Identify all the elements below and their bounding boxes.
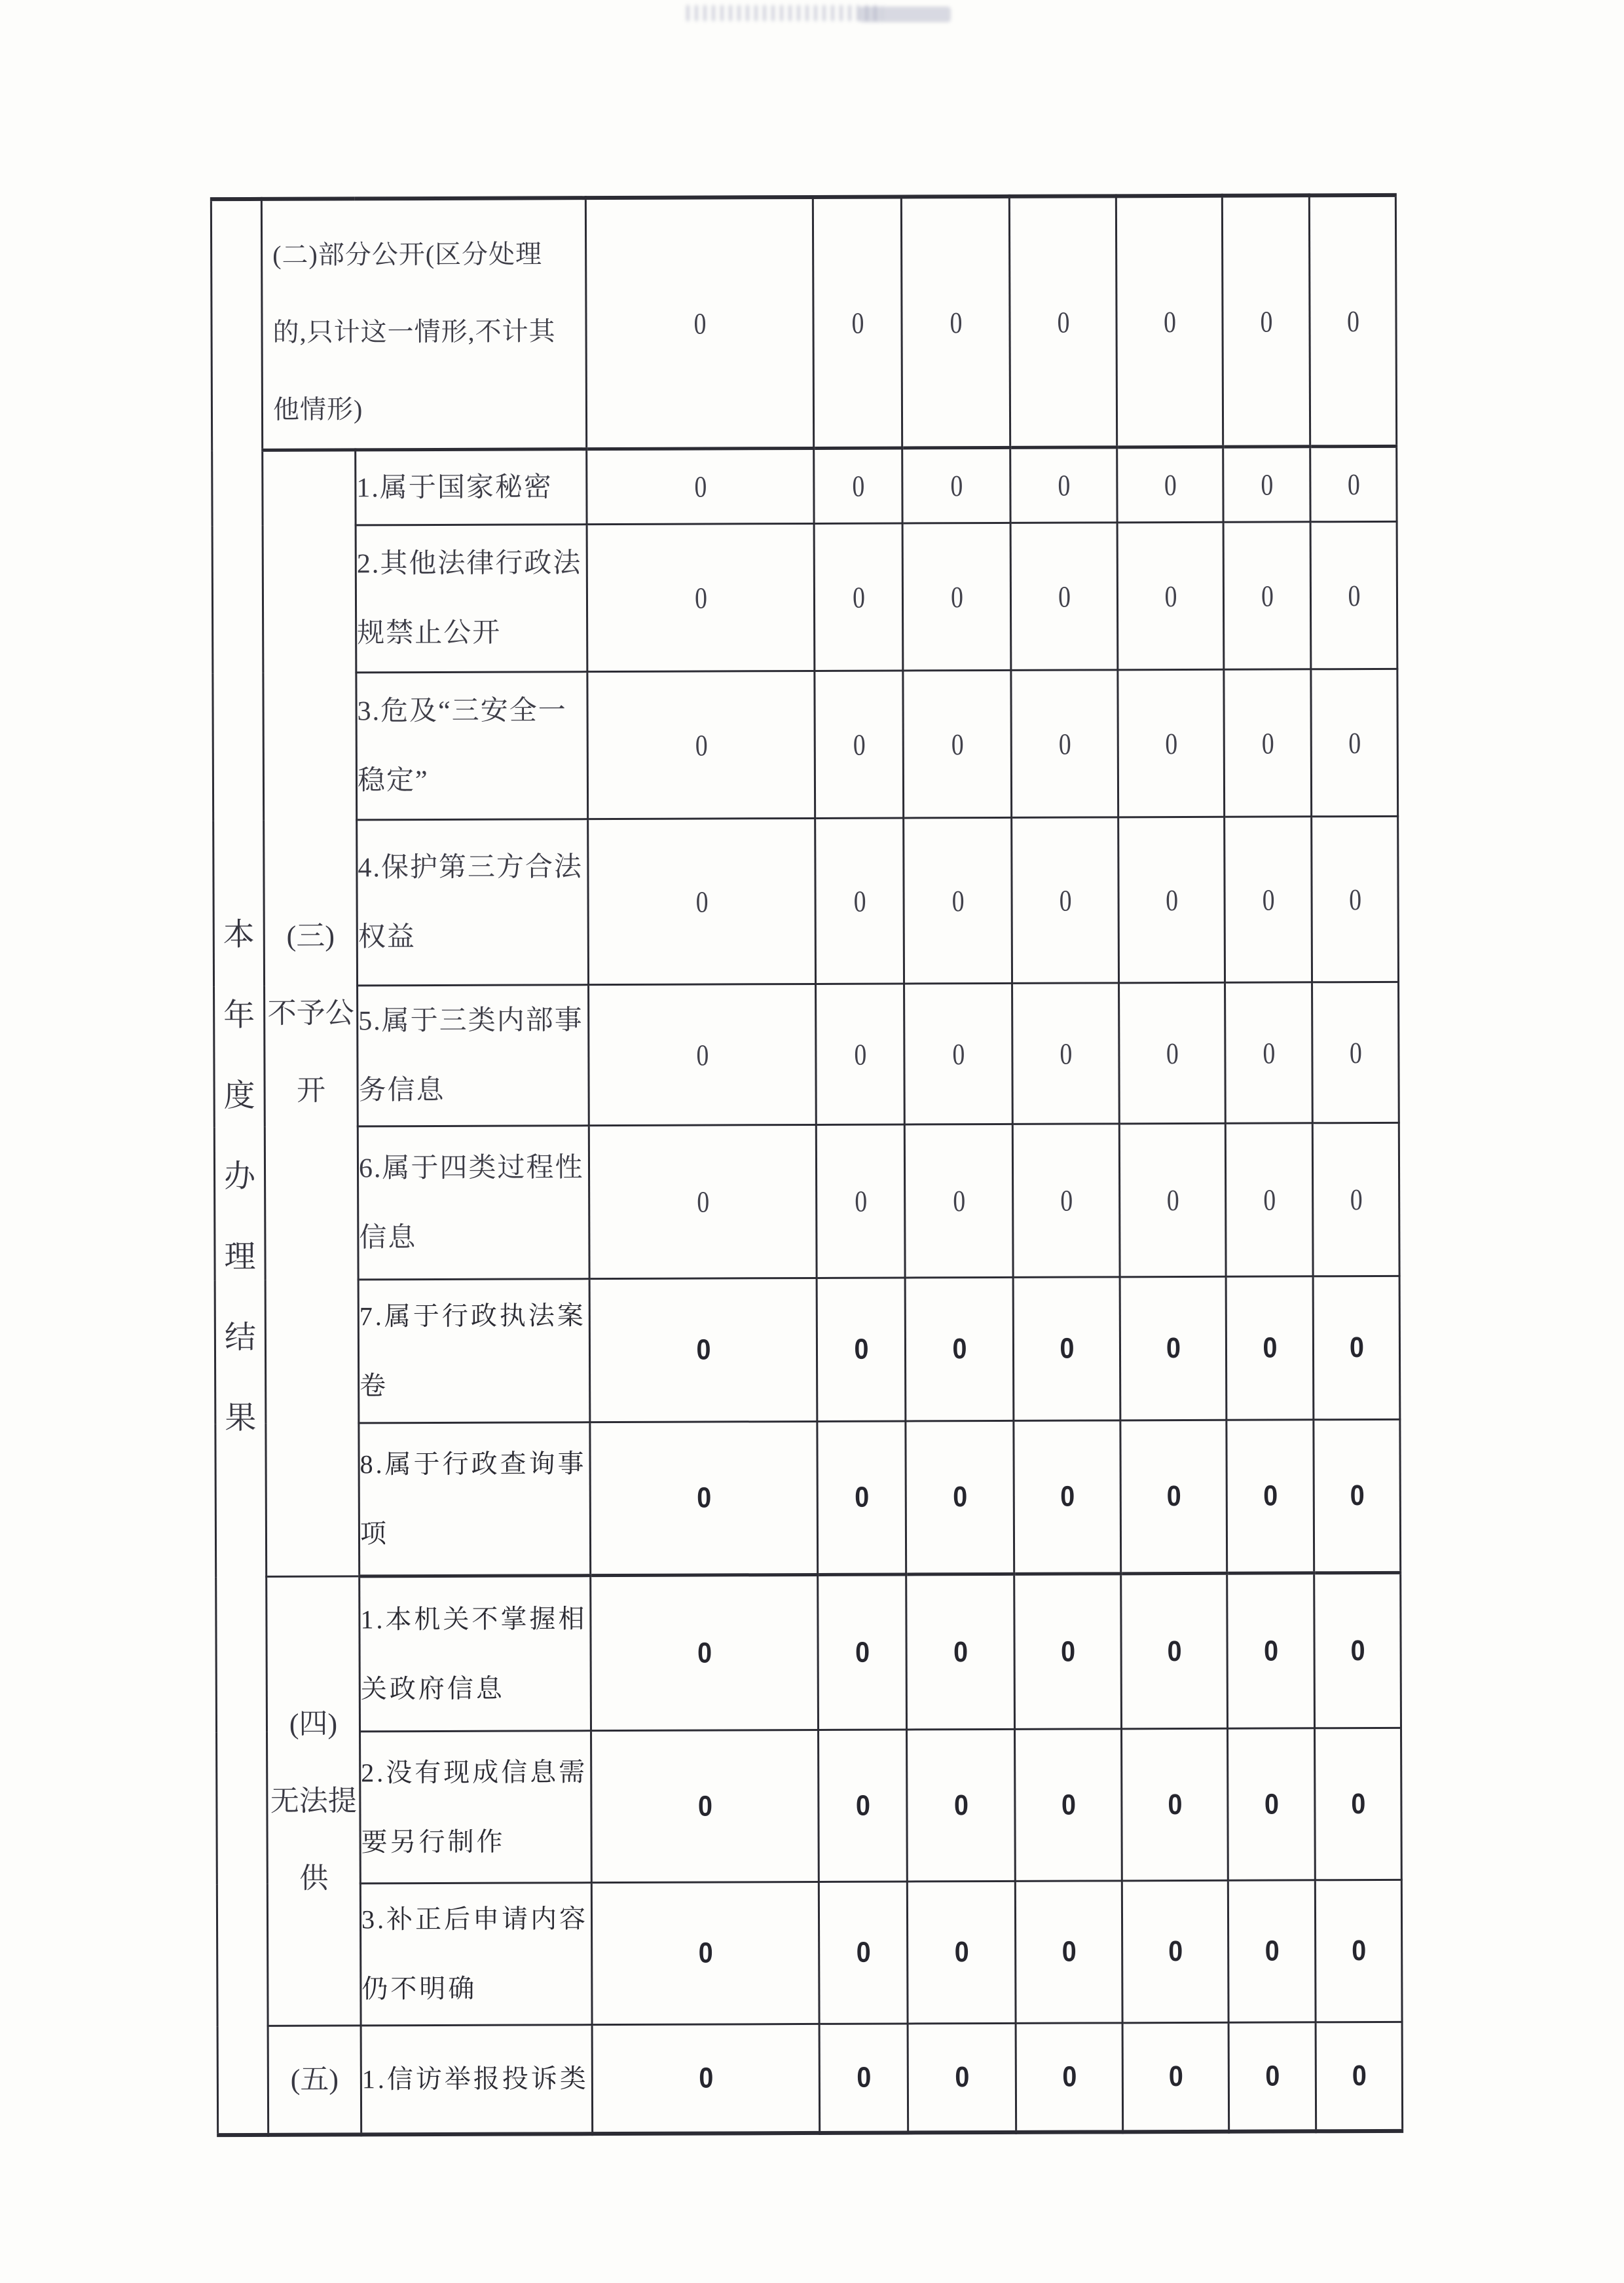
row-label-cell bbox=[361, 2025, 593, 2134]
value-cell: 0 bbox=[822, 1730, 902, 1882]
value-cell: 0 bbox=[1230, 195, 1302, 447]
label-line: 度 bbox=[223, 1079, 255, 1114]
value-cell: 0 bbox=[914, 1124, 1003, 1277]
value-cell: 0 bbox=[1319, 669, 1390, 816]
value-cell: 0 bbox=[1318, 521, 1390, 669]
value-cell: 0 bbox=[821, 1278, 901, 1421]
value-cell: 0 bbox=[1022, 983, 1109, 1124]
value-cell: 0 bbox=[1020, 447, 1107, 523]
value-cell: 0 bbox=[602, 1730, 807, 1883]
label-line: 本 bbox=[223, 918, 255, 953]
label-line: 2.没有现成信息需 bbox=[361, 1756, 588, 1787]
value-cell: 0 bbox=[822, 448, 895, 523]
disclosure-table bbox=[210, 193, 1403, 2137]
value-cell: 0 bbox=[824, 2024, 904, 2132]
label-line: 信息 bbox=[359, 1222, 417, 1253]
value-cell: 0 bbox=[1127, 1880, 1223, 2023]
value-cell: 0 bbox=[1318, 1276, 1396, 1419]
label-line: 1.属于国家秘密 bbox=[356, 472, 553, 503]
label-line: (二)部分公开(区分处理 bbox=[272, 239, 543, 270]
value-cell: 0 bbox=[1129, 1123, 1217, 1276]
value-cell: 0 bbox=[1320, 1123, 1392, 1276]
value-cell: 0 bbox=[1233, 1123, 1305, 1276]
value-cell: 0 bbox=[1320, 2022, 1398, 2130]
label-line: 3.补正后申请内容 bbox=[361, 1904, 589, 1935]
table-row bbox=[211, 195, 1396, 451]
label-line: (五) bbox=[290, 2063, 339, 2096]
label-line: 卷 bbox=[360, 1371, 389, 1401]
value-cell: 0 bbox=[1127, 669, 1215, 817]
value-cell: 0 bbox=[1231, 1420, 1310, 1573]
table-row bbox=[215, 1419, 1401, 1576]
row-group-header-cell bbox=[211, 199, 268, 2135]
row-label-cell bbox=[356, 672, 588, 820]
value-cell: 0 bbox=[600, 1278, 805, 1422]
table-row bbox=[212, 446, 1397, 525]
value-cell: 0 bbox=[913, 2023, 1010, 2132]
value-cell: 0 bbox=[607, 524, 794, 672]
value-cell: 0 bbox=[1320, 1880, 1398, 2022]
row-label-cell bbox=[358, 985, 589, 1126]
value-cell: 0 bbox=[824, 984, 896, 1124]
table-row bbox=[214, 1123, 1399, 1280]
value-cell: 0 bbox=[1320, 982, 1391, 1123]
value-cell: 0 bbox=[610, 1125, 796, 1279]
value-cell: 0 bbox=[1319, 1728, 1397, 1880]
table-sheet bbox=[210, 193, 1403, 2137]
value-cell: 0 bbox=[912, 1729, 1010, 1882]
value-cell: 0 bbox=[1021, 670, 1109, 817]
value-cell: 0 bbox=[912, 523, 1001, 670]
label-line: 结 bbox=[224, 1320, 257, 1356]
value-cell: 0 bbox=[821, 197, 894, 449]
label-line: 不予公 bbox=[267, 997, 354, 1030]
value-cell: 0 bbox=[1128, 2022, 1223, 2132]
row-label-cell bbox=[356, 525, 587, 673]
row-label-cell bbox=[358, 1279, 590, 1423]
value-cell: 0 bbox=[1232, 669, 1304, 817]
value-cell: 0 bbox=[608, 819, 795, 985]
label-line: 5.属于三类内部事 bbox=[358, 1005, 583, 1037]
table-row bbox=[213, 816, 1399, 986]
value-cell: 0 bbox=[1231, 1573, 1310, 1728]
value-cell: 0 bbox=[913, 670, 1002, 817]
value-cell: 0 bbox=[1021, 2023, 1117, 2132]
label-line: 稳定” bbox=[357, 766, 429, 796]
value-cell: 0 bbox=[1020, 523, 1108, 670]
label-line: 6.属于四类过程性 bbox=[358, 1152, 584, 1183]
value-cell: 0 bbox=[913, 1881, 1010, 2024]
value-cell: 0 bbox=[912, 447, 1001, 523]
value-cell: 0 bbox=[1020, 1574, 1116, 1730]
label-line: 供 bbox=[299, 1862, 329, 1895]
value-cell: 0 bbox=[603, 2024, 808, 2134]
value-cell: 0 bbox=[1232, 817, 1304, 982]
row-label-cell bbox=[358, 1126, 589, 1280]
label-line: 1.信访举报投诉类 bbox=[361, 2063, 589, 2094]
value-cell: 0 bbox=[912, 1574, 1009, 1730]
table-row bbox=[215, 1276, 1400, 1423]
value-cell: 0 bbox=[609, 984, 796, 1126]
label-line: 年 bbox=[223, 998, 255, 1033]
row-label-cell bbox=[360, 1576, 591, 1732]
value-cell: 0 bbox=[823, 1882, 903, 2024]
value-cell: 0 bbox=[824, 1124, 897, 1278]
value-cell: 0 bbox=[1127, 522, 1215, 669]
label-line: (四) bbox=[289, 1707, 338, 1740]
table-row bbox=[217, 1880, 1402, 2026]
label-line: 关政府信息 bbox=[360, 1673, 505, 1703]
value-cell: 0 bbox=[606, 197, 794, 449]
label-line: 4.保护第三方合法 bbox=[358, 852, 583, 883]
value-cell: 0 bbox=[1022, 1124, 1110, 1277]
value-cell: 0 bbox=[822, 523, 895, 671]
value-cell: 0 bbox=[603, 1882, 808, 2025]
value-cell: 0 bbox=[1231, 522, 1303, 669]
value-cell: 0 bbox=[602, 1575, 807, 1731]
value-cell: 0 bbox=[823, 818, 896, 984]
vertical-label bbox=[214, 878, 265, 1455]
value-cell: 0 bbox=[911, 196, 1001, 448]
value-cell: 0 bbox=[910, 1277, 1008, 1421]
label-line: 2.其他法律行政法 bbox=[356, 548, 582, 580]
table-row bbox=[217, 1728, 1402, 1884]
label-line: 7.属于行政执法案 bbox=[359, 1301, 586, 1331]
value-cell: 0 bbox=[1233, 2022, 1312, 2131]
value-cell: 0 bbox=[1018, 1277, 1115, 1421]
row-label-cell bbox=[360, 1883, 592, 2026]
value-cell: 0 bbox=[1318, 1572, 1397, 1728]
value-cell: 0 bbox=[1317, 195, 1389, 447]
value-cell: 0 bbox=[1019, 1420, 1116, 1574]
value-cell: 0 bbox=[913, 983, 1003, 1124]
value-cell: 0 bbox=[1020, 1881, 1116, 2024]
group-label-cell bbox=[267, 1576, 361, 2026]
table-row bbox=[216, 1572, 1401, 1732]
label-line: 的,只计这一情形,不计其 bbox=[272, 316, 556, 347]
value-cell: 0 bbox=[1126, 447, 1213, 522]
row-label-cell bbox=[357, 819, 589, 986]
value-cell: 0 bbox=[1126, 1420, 1222, 1574]
group-label-cell bbox=[268, 2026, 361, 2134]
table-row bbox=[217, 2022, 1403, 2134]
value-cell: 0 bbox=[1127, 1728, 1223, 1881]
value-cell: 0 bbox=[1318, 446, 1390, 521]
label-line: 务信息 bbox=[358, 1075, 445, 1106]
value-cell: 0 bbox=[911, 1420, 1008, 1574]
label-line: 他情形) bbox=[272, 394, 363, 424]
value-cell: 0 bbox=[1128, 982, 1216, 1123]
value-cell: 0 bbox=[608, 671, 794, 819]
value-cell: 0 bbox=[1125, 1276, 1221, 1420]
value-cell: 0 bbox=[1230, 1276, 1309, 1420]
value-cell: 0 bbox=[1126, 196, 1213, 447]
row-label-cell bbox=[356, 449, 587, 525]
row-label-cell bbox=[261, 198, 586, 450]
label-line: 要另行制作 bbox=[361, 1827, 506, 1857]
scan-artifact-smudge bbox=[686, 1, 969, 29]
value-cell: 0 bbox=[1126, 1573, 1223, 1729]
value-cell: 0 bbox=[1231, 447, 1302, 522]
value-cell: 0 bbox=[822, 671, 895, 818]
row-label-cell bbox=[360, 1731, 592, 1884]
value-cell: 0 bbox=[822, 1421, 902, 1574]
label-line: 权益 bbox=[358, 922, 416, 953]
table-row bbox=[212, 521, 1397, 673]
label-line: 8.属于行政查询事 bbox=[360, 1449, 587, 1479]
row-label-cell bbox=[359, 1422, 591, 1576]
value-cell: 0 bbox=[822, 1574, 902, 1730]
label-line: 规禁止公开 bbox=[357, 618, 502, 649]
label-line: 开 bbox=[297, 1074, 326, 1107]
group-label-cell bbox=[263, 450, 360, 1576]
value-cell: 0 bbox=[601, 1422, 806, 1576]
value-cell: 0 bbox=[1232, 1728, 1311, 1880]
label-line: 3.危及“三安全一 bbox=[357, 696, 567, 727]
value-cell: 0 bbox=[1320, 816, 1391, 982]
value-cell: 0 bbox=[1232, 1880, 1311, 2022]
table-row bbox=[213, 669, 1398, 820]
label-line: 无法提 bbox=[270, 1784, 357, 1817]
label-line: (三) bbox=[286, 919, 335, 952]
table-row bbox=[214, 982, 1399, 1126]
value-cell: 0 bbox=[913, 817, 1003, 983]
label-line: 1.本机关不掌握相 bbox=[360, 1603, 587, 1634]
label-line: 理 bbox=[224, 1240, 256, 1275]
value-cell: 0 bbox=[1020, 1729, 1117, 1882]
label-line: 项 bbox=[360, 1519, 390, 1549]
value-cell: 0 bbox=[1318, 1419, 1396, 1572]
label-line: 果 bbox=[225, 1401, 257, 1436]
label-line: 办 bbox=[223, 1159, 256, 1195]
value-cell: 0 bbox=[1233, 982, 1305, 1123]
value-cell: 0 bbox=[1128, 817, 1215, 982]
value-cell: 0 bbox=[1019, 196, 1107, 447]
value-cell: 0 bbox=[1021, 817, 1109, 983]
value-cell: 0 bbox=[607, 449, 794, 525]
label-line: 仍不明确 bbox=[361, 1973, 477, 2004]
